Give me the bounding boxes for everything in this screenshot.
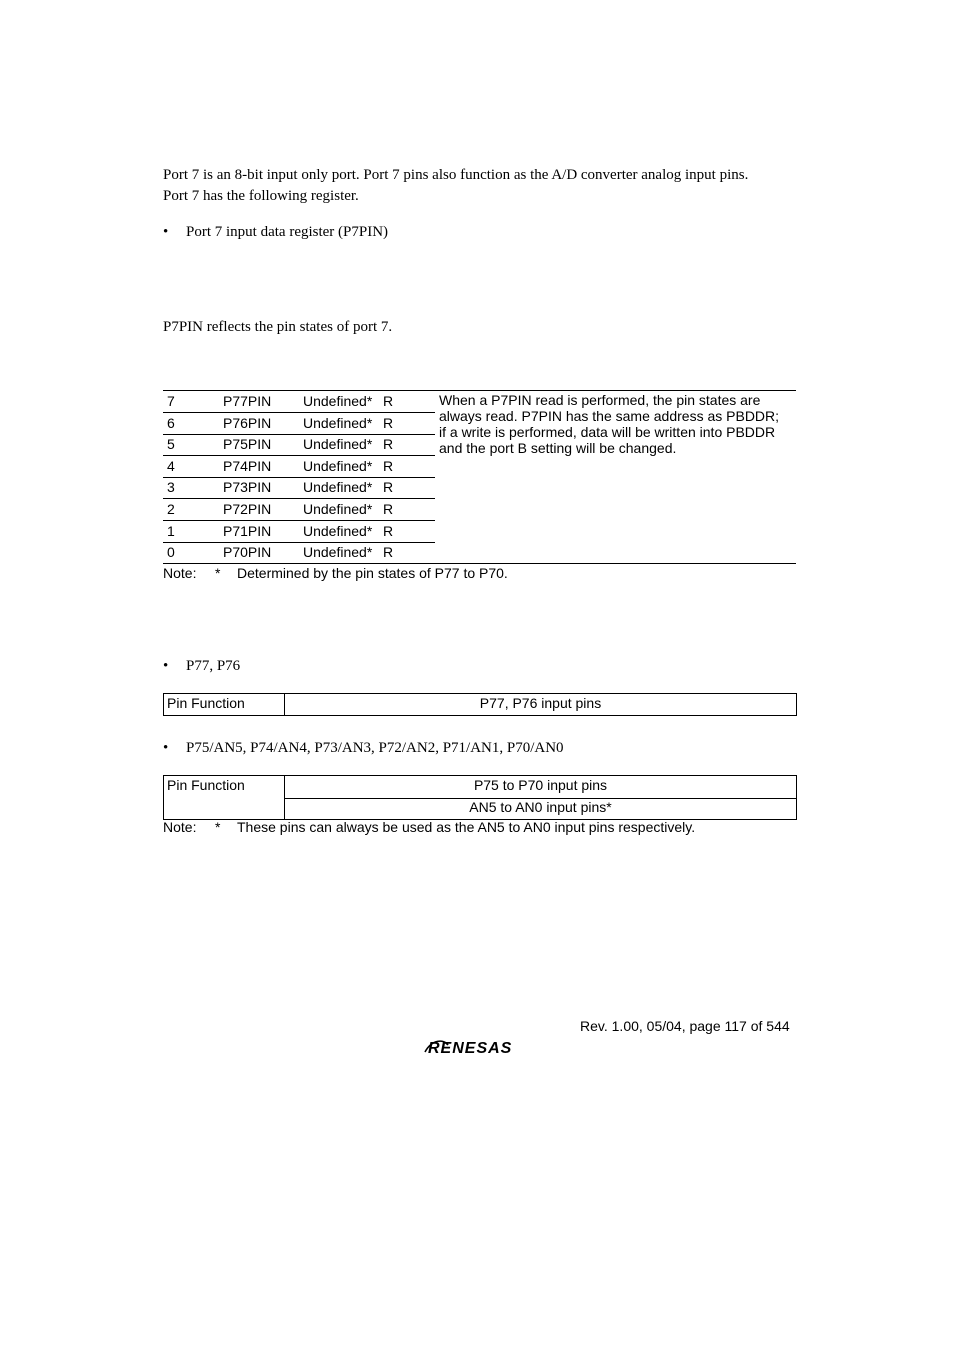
bit-cell: 3 [167, 479, 175, 496]
bit-name-cell: P72PIN [223, 501, 272, 517]
bit-cell: 4 [167, 457, 175, 474]
pin-function-label-cell [164, 694, 285, 715]
initial-value-cell: Undefined* [303, 436, 373, 453]
rw-cell: R [383, 479, 394, 496]
pin-function-label: Pin Function [167, 695, 245, 711]
bullet-p75-p70-text: P75/AN5, P74/AN4, P73/AN3, P72/AN2, P71/AN1, P70/AN0 [186, 740, 564, 756]
register-description [439, 392, 795, 456]
rw-cell: R [383, 414, 394, 431]
renesas-logo-icon [422, 1036, 544, 1058]
initial-value-cell: Undefined* [303, 414, 373, 431]
note-label: Note: [163, 819, 197, 835]
pin-table-note [163, 819, 695, 835]
bit-name-cell: P77PIN [223, 393, 272, 409]
bullet-dot: • [163, 224, 169, 240]
initial-value-cell: Undefined* [303, 544, 373, 561]
bit-name-cell: P70PIN [223, 544, 272, 561]
rw-cell: R [383, 522, 394, 539]
table-row [163, 477, 435, 499]
rw-cell: R [383, 393, 394, 409]
rw-cell: R [383, 436, 394, 453]
register-note [163, 565, 508, 581]
bullet-register-text: Port 7 input data register (P7PIN) [186, 224, 389, 240]
note-text: These pins can always be used as the AN5 to AN0 input pins respectively. [237, 819, 696, 835]
table-row [163, 456, 435, 478]
note-asterisk: * [215, 565, 221, 581]
logo-text: RENESAS [428, 1040, 513, 1057]
description-line: always read. P7PIN has the same address as PBDDR; [439, 408, 780, 424]
page-info: Rev. 1.00, 05/04, page 117 of 544 [580, 1018, 790, 1034]
pin-function-value-2: AN5 to AN0 input pins* [469, 799, 612, 815]
table-bottom-rule [163, 563, 796, 564]
pin-function-value: P77, P76 input pins [479, 695, 602, 711]
rw-cell: R [383, 501, 394, 517]
intro-paragraph [163, 165, 803, 207]
bit-cell: 6 [167, 414, 175, 431]
pin-function-table-2 [163, 775, 797, 820]
description-line: if a write is performed, data will be written into PBDDR [439, 424, 776, 440]
table-row [163, 391, 435, 413]
bullet-register [163, 224, 388, 241]
intro-line-1: Port 7 is an 8-bit input only port. Port 7 pins also function as the A/D converter analog input pins. [163, 167, 749, 183]
initial-value-cell: Undefined* [303, 457, 373, 474]
bullet-dot: • [163, 658, 169, 674]
description-line: and the port B setting will be changed. [439, 440, 677, 456]
pin-function-value-1: P75 to P70 input pins [285, 777, 796, 799]
bit-name-cell: P74PIN [223, 457, 272, 474]
bit-cell: 5 [167, 436, 175, 453]
bit-cell: 1 [167, 522, 175, 539]
bullet-dot: • [163, 740, 169, 756]
bit-name-cell: P76PIN [223, 414, 272, 431]
bit-name-cell: P73PIN [223, 479, 272, 496]
table-row [163, 499, 435, 521]
pin-function-label-cell [164, 776, 285, 819]
table-row [163, 521, 435, 543]
pin-function-label: Pin Function [167, 777, 245, 793]
bullet-p75-p70 [163, 740, 564, 757]
initial-value-cell: Undefined* [303, 522, 373, 539]
note-text: Determined by the pin states of P77 to P70. [237, 565, 508, 581]
renesas-logo [422, 1036, 544, 1063]
bit-cell: 2 [167, 501, 175, 517]
note-asterisk: * [215, 819, 221, 835]
pin-function-table-1 [163, 693, 797, 716]
bit-name-cell: P71PIN [223, 522, 272, 539]
table-row [163, 434, 435, 456]
p7pin-description: P7PIN reflects the pin states of port 7. [163, 319, 393, 335]
intro-line-2: Port 7 has the following register. [163, 188, 359, 204]
table-row [163, 413, 435, 435]
initial-value-cell: Undefined* [303, 501, 373, 517]
rw-cell: R [383, 457, 394, 474]
note-label: Note: [163, 565, 197, 581]
initial-value-cell: Undefined* [303, 393, 373, 409]
bit-name-cell: P75PIN [223, 436, 272, 453]
description-line: When a P7PIN read is performed, the pin states are [439, 392, 761, 408]
bullet-p77-p76-text: P77, P76 [186, 658, 241, 674]
initial-value-cell: Undefined* [303, 479, 373, 496]
bit-cell: 7 [167, 393, 175, 409]
bullet-p77-p76 [163, 658, 240, 675]
bit-cell: 0 [167, 544, 175, 561]
table-row [163, 542, 435, 563]
rw-cell: R [383, 544, 394, 561]
